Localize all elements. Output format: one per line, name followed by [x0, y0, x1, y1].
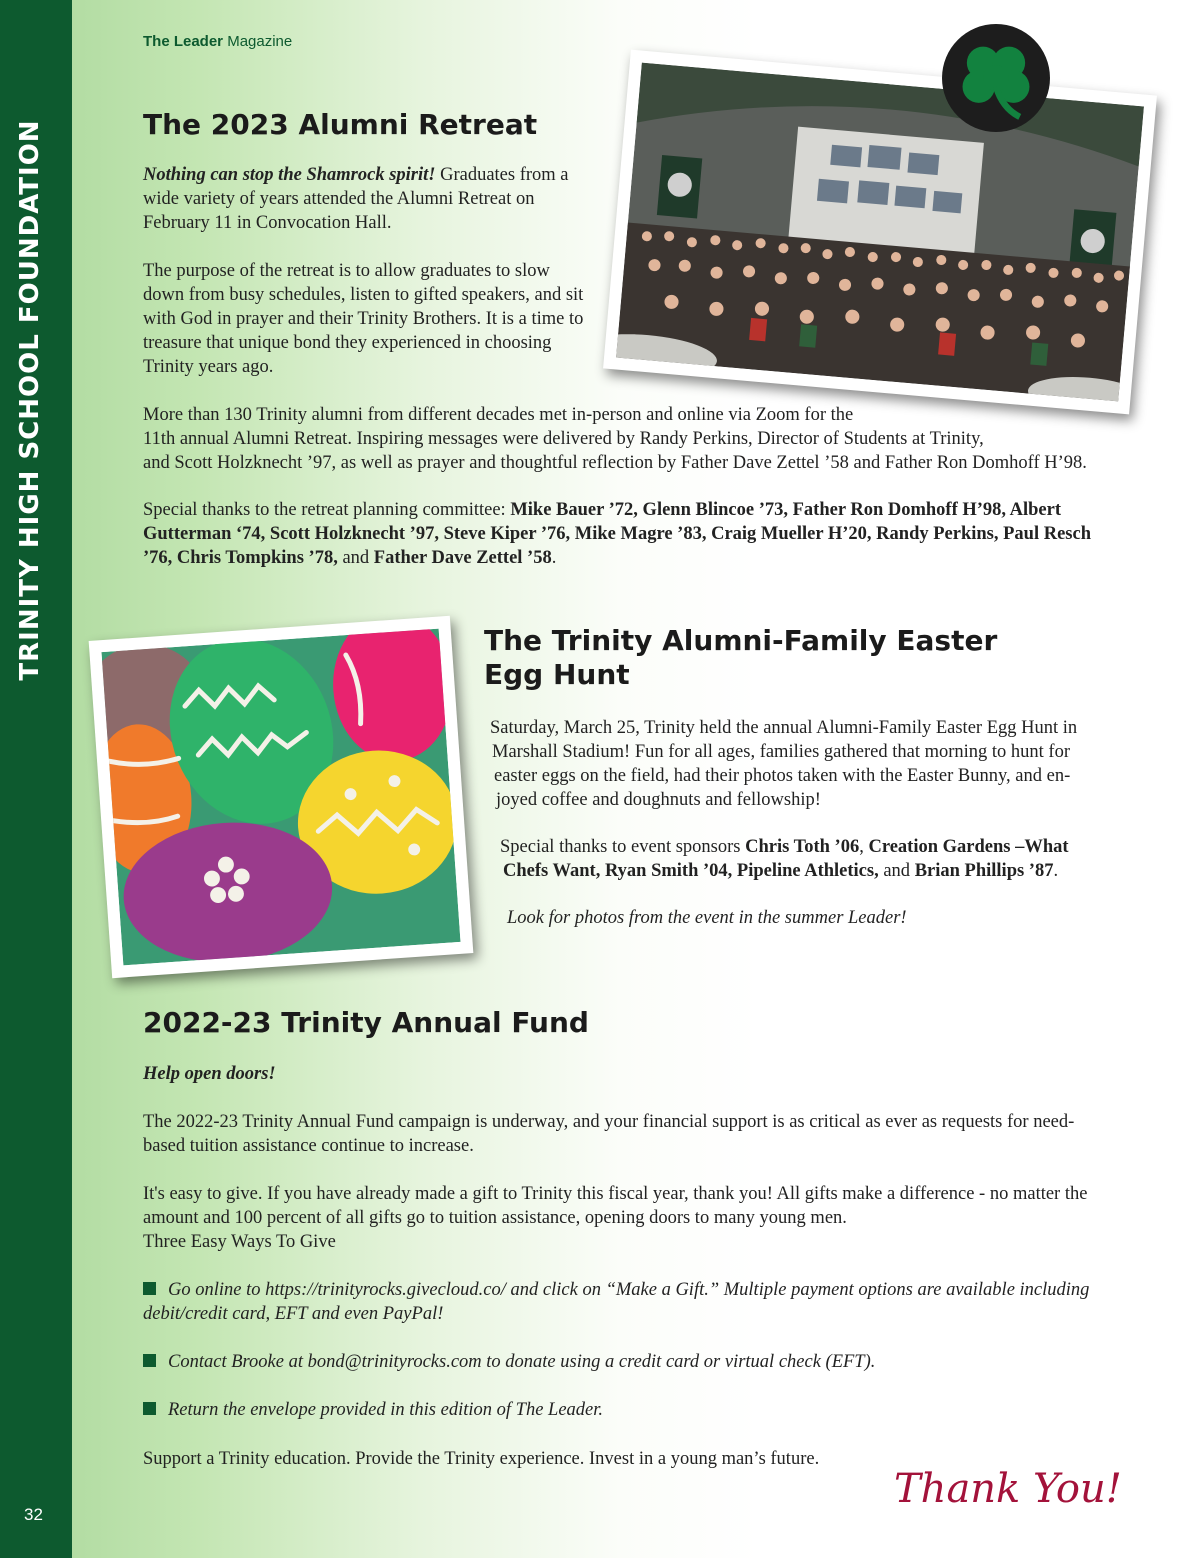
retreat-committee-names: Mike Bauer ’72, Glenn Blincoe ’73, Father Ron Domhoff H’98, Albert Gutterman ‘74, Scott Holzknecht ’97, Steve Kiper ’76, Mike Magre ’83, Craig Mueller H’20, Randy Perkins, Paul Resch ’76, Chris Tompkins ’78,	[143, 500, 1091, 568]
fund-bullet-online	[143, 1278, 1133, 1326]
sponsor-2b: Chefs Want, Ryan Smith ’04, Pipeline Athletics,	[503, 861, 879, 881]
easter-line-1: Saturday, March 25, Trinity held the annual Alumni-Family Easter Egg Hunt in	[490, 718, 1078, 738]
fund-tagline: Help open doors!	[143, 1064, 276, 1084]
easter-body	[490, 716, 1140, 812]
shamrock-badge	[942, 24, 1050, 132]
fund-para-2	[143, 1182, 1118, 1254]
retreat-thanks-end: .	[551, 548, 557, 568]
thank-you-signoff: Thank You!	[894, 1466, 1122, 1512]
fund-bullets	[143, 1278, 1133, 1422]
easter-line-3: easter eggs on the field, had their photos taken with the Easter Bunny, and en-	[494, 766, 1071, 786]
square-bullet-icon	[143, 1354, 156, 1367]
masthead-suffix: Magazine	[223, 33, 293, 50]
sponsor-sep-2: and	[878, 861, 915, 881]
easter-sponsors-line-1	[500, 835, 1140, 859]
fund-bullet-contact-text: Contact Brooke at bond@trinityrocks.com to donate using a credit card or virtual check (EFT).	[168, 1352, 876, 1372]
fund-ways-heading: Three Easy Ways To Give	[143, 1232, 336, 1252]
fund-para-1: The 2022-23 Trinity Annual Fund campaign is underway, and your financial support is as critical as ever as requests for need-based tuition assistance continue to increase.	[143, 1112, 1075, 1156]
retreat-attendance	[143, 403, 1153, 475]
masthead	[143, 33, 292, 50]
fund-bullet-envelope-text: Return the envelope provided in this edition of The Leader.	[168, 1400, 604, 1420]
square-bullet-icon	[143, 1282, 156, 1295]
fund-heading: 2022-23 Trinity Annual Fund	[143, 1006, 589, 1039]
retreat-thanks	[143, 498, 1103, 570]
alumni-group-photo	[603, 50, 1157, 415]
easter-eggs-photo	[89, 616, 474, 978]
easter-line-4: joyed coffee and doughnuts and fellowship!	[496, 790, 821, 810]
retreat-thanks-lead: Special thanks to the retreat planning committee:	[143, 500, 511, 520]
retreat-heading: The 2023 Alumni Retreat	[143, 108, 538, 141]
easter-heading-line-2: Egg Hunt	[484, 658, 630, 691]
retreat-intro-rest: Graduates from a wide variety of years attended the Alumni Retreat on February 11 in Convocation Hall.	[143, 165, 569, 233]
sponsor-2: Creation Gardens –What	[868, 837, 1069, 857]
easter-eggs-image	[101, 629, 460, 966]
retreat-thanks-and: and	[337, 548, 374, 568]
easter-sponsors-lead: Special thanks to event sponsors	[500, 837, 746, 857]
fund-bullet-contact	[143, 1350, 1133, 1374]
easter-heading-line-1: The Trinity Alumni-Family Easter	[484, 624, 998, 657]
masthead-brand: The Leader	[143, 33, 224, 50]
sponsor-sep-1: ,	[859, 837, 869, 857]
fund-bullet-envelope	[143, 1398, 1133, 1422]
sponsor-end: .	[1053, 861, 1059, 881]
group-photo-image	[616, 63, 1144, 402]
easter-note: Look for photos from the event in the summer Leader!	[507, 908, 907, 928]
sponsor-3: Brian Phillips ’87	[914, 861, 1054, 881]
retreat-attendance-line-2: 11th annual Alumni Retreat. Inspiring messages were delivered by Randy Perkins, Director of Students at Trinity,	[143, 429, 984, 449]
retreat-intro	[143, 163, 603, 235]
fund-para-2a: It's easy to give. If you have already made a gift to Trinity this fiscal year, thank you! All gifts make a difference - no matter the amount and 100 percent of all gifts go to tuition assistance, opening doors to many young men.	[143, 1184, 1088, 1228]
sponsor-1: Chris Toth ’06	[745, 837, 860, 857]
retreat-intro-lead: Nothing can stop the Shamrock spirit!	[143, 165, 436, 185]
fund-bullet-online-text: Go online to https://trinityrocks.givecloud.co/ and click on “Make a Gift.” Multiple payment options are available including debit/credit card, EFT and even PayPal!	[143, 1280, 1090, 1324]
page-number: 32	[24, 1505, 43, 1524]
retreat-attendance-line-1: More than 130 Trinity alumni from different decades met in-person and online via Zoom for the	[143, 405, 854, 425]
easter-sponsors-line-2	[500, 859, 1140, 883]
fund-closing: Support a Trinity education. Provide the Trinity experience. Invest in a young man’s future.	[143, 1449, 820, 1469]
sidebar	[0, 0, 72, 1558]
easter-heading	[484, 624, 1044, 692]
retreat-committee-last: Father Dave Zettel ’58	[373, 548, 552, 568]
retreat-attendance-line-3: and Scott Holzknecht ’97, as well as prayer and thoughtful reflection by Father Dave Zettel ’58 and Father Ron Domhoff H’98.	[143, 453, 1087, 473]
easter-line-2: Marshall Stadium! Fun for all ages, families gathered that morning to hunt for	[492, 742, 1070, 762]
shamrock-icon	[942, 24, 1050, 132]
sidebar-title: TRINITY HIGH SCHOOL FOUNDATION	[15, 119, 45, 681]
retreat-purpose: The purpose of the retreat is to allow graduates to slow down from busy schedules, listen to gifted speakers, and sit with God in prayer and their Trinity Brothers. It is a time to treasure that unique bond they experienced in choosing Trinity years ago.	[143, 261, 584, 377]
easter-sponsors	[500, 835, 1140, 883]
square-bullet-icon	[143, 1402, 156, 1415]
